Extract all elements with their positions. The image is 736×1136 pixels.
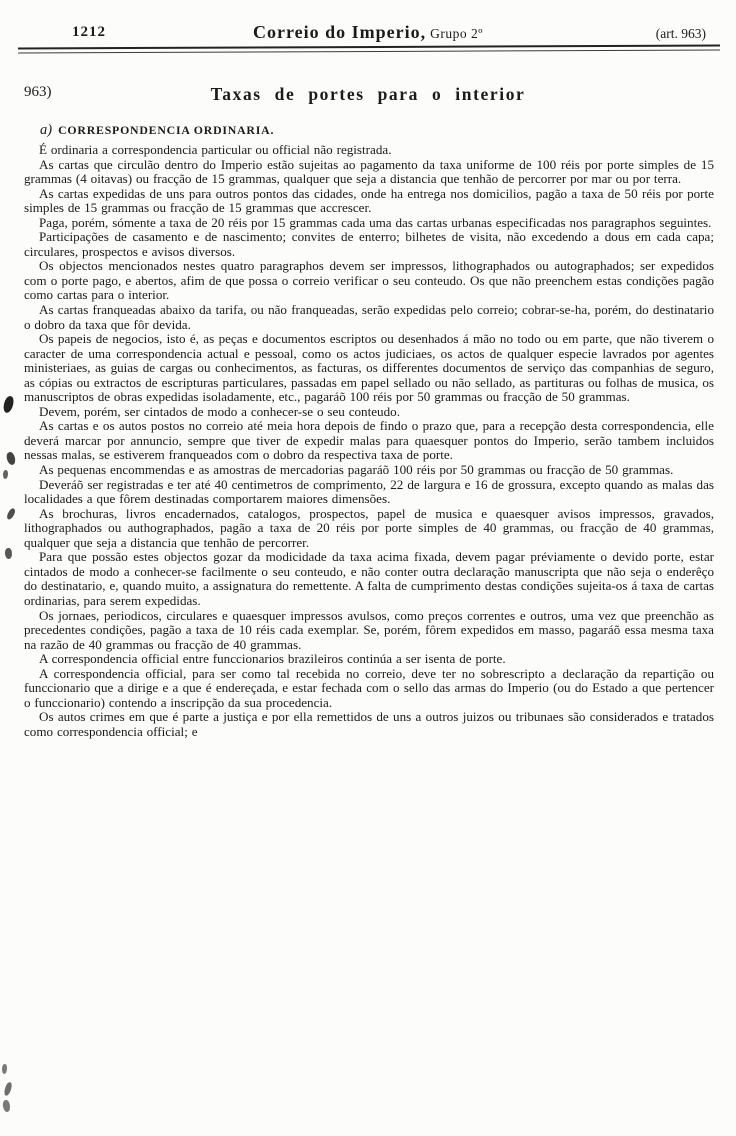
paragraph: As cartas franqueadas abaixo da tarifa, ou não franqueadas, serão expedidas pelo correio; cobrar-se-ha, porém, do destinatario o dobro da taxa que fôr devida. <box>24 302 714 332</box>
paragraph: As cartas e os autos postos no correio até meia hora depois de findo o prazo que, para a recepção desta correspondencia, elle deverá marcar por annuncio, sempre que tiver de expedir malas para quaesquer pontos do Imperio, serão tambem incluidos nessas malas, se estiverem franqueados com o dobro da respectiva taxa de porte. <box>24 418 714 463</box>
header-rule <box>18 44 720 53</box>
paragraph: A correspondencia official entre funccionarios brazileiros continúa a ser isenta de porte. <box>39 651 506 667</box>
ink-speck <box>3 470 8 479</box>
ink-speck <box>2 1099 11 1112</box>
paragraph: É ordinaria a correspondencia particular ou official não registrada. <box>39 142 392 157</box>
body-text <box>24 143 714 739</box>
running-head-title <box>0 22 736 43</box>
ink-speck <box>2 395 14 413</box>
paragraph: Para que possão estes objectos gozar da modicidade da taxa acima fixada, devem pagar préviamente o devido porte, estar cintados de modo a conhecer-se facilmente o seu conteudo, e não conter outra declaração manuscripta que não seja o enderêço do destinatario, e, quando muito, a assignatura do remettente. A falta de cumprimento destas condições sujeita-os á taxa de cartas ordinarias, para serem expedidas. <box>24 549 714 608</box>
article-reference: (art. 963) <box>655 26 706 41</box>
book-title: Correio do Imperio, <box>253 22 427 42</box>
ink-speck <box>6 507 17 520</box>
paragraph: Os papeis de negocios, isto é, as peças e documentos escriptos ou desenhados á mão no todo ou em parte, que não tiverem o caracter de uma correspondencia actual e pessoal, como os actos judiciaes, os actos de qualquer especie lavrados por agentes ministeriaes, as guias de cargas ou conhecimentos, as facturas, os differentes documentos de serviço das companhias de seguro, as cópias ou extractos de escripturas particulares, passadas em papel sellado ou não sellado, as partituras ou folhas de musica, os manuscriptos de obras expedidas isoladamente, etc., pagaráõ 100 réis por 50 grammas ou fracção de 50 grammas. <box>24 331 714 405</box>
subsection-heading <box>40 122 712 139</box>
page-number: 1212 <box>72 24 106 40</box>
paragraph: Os jornaes, periodicos, circulares e quaesquer impressos avulsos, como preços correntes e outros, uma vez que preenchão as precedentes condições, pagão a taxa de 10 réis cada exemplar. Se, porém, fôrem expedidos em masso, pagaráõ essa mesma taxa na razão de 40 grammas ou fracção de 40 grammas. <box>24 607 714 652</box>
ink-speck <box>2 1064 7 1074</box>
subsection-title: CORRESPONDENCIA ORDINARIA. <box>58 123 275 137</box>
paragraph: As pequenas encommendas e as amostras de mercadorias pagaráõ 100 réis por 50 grammas ou fracção de 50 grammas. <box>39 462 674 478</box>
paragraph: Os objectos mencionados nestes quatro paragraphos devem ser impressos, lithographados ou autographados; ser expedidos com o porte pago, e abertos, afim de que possa o correio verificar o seu conteudo. Os que não preenchem estas condições pagão como cartas para o interior. <box>24 258 714 303</box>
paragraph: Paga, porém, sómente a taxa de 20 réis por 15 grammas cada uma das cartas urbanas especificadas nos paragraphos seguintes. <box>39 214 712 230</box>
paragraph: Deveráõ ser registradas e ter até 40 centimetros de comprimento, 22 de largura e 16 de grossura, excepto quando as malas das localidades a que fôrem destinadas comportarem maiores dimensões. <box>24 476 714 507</box>
subsection-letter: a) <box>40 122 53 138</box>
paragraph: A correspondencia official, para ser como tal recebida no correio, deve ter no sobrescripto a declaração da repartição ou funccionario que a dirige e a que é endereçada, e estar fechada com o sello das armas do Imperio (ou do Estado a que pertencer o funccionario) contendo a inscripção da sua procedencia. <box>24 665 714 710</box>
section-title: Taxas de portes para o interior <box>210 84 526 104</box>
section-number: 963) <box>24 84 52 100</box>
ink-speck <box>5 451 17 466</box>
paragraph: As cartas que circulão dentro do Imperio estão sujeitas ao pagamento da taxa uniforme de 100 réis por porte simples de 15 grammas (4 oitavas) ou fracção de 15 grammas, qualquer que seja a distancia que tenhão de percorrer por mar ou por terra. <box>24 156 714 187</box>
section-heading-row <box>0 84 736 110</box>
paragraph: Os autos crimes em que é parte a justiça e por ella remettidos de uns a outros juizos ou tribunaes são considerados e tratados como correspondencia official; e <box>24 709 714 739</box>
ink-speck <box>4 548 12 560</box>
paragraph: As brochuras, livros encadernados, catalogos, prospectos, papel de musica e quaesquer avisos impressos, gravados, lithographados ou authographados, pagão a taxa de 20 réis por porte simples de 40 grammas, ou fracção de 40 grammas, qualquer que seja a distancia que tenhão de percorrer. <box>24 505 714 550</box>
paragraph: Devem, porém, ser cintados de modo a conhecer-se o seu conteudo. <box>39 403 400 419</box>
ink-speck <box>3 1081 12 1096</box>
group-label: Grupo 2º <box>430 26 483 41</box>
running-head <box>0 0 736 68</box>
paragraph: Participações de casamento e de nascimento; convites de enterro; bilhetes de visita, não excedendo a dous em cada capa; circulares, prospectos e avisos diversos. <box>24 229 714 259</box>
paragraph: As cartas expedidas de uns para outros pontos das cidades, onde ha entrega nos domicilios, pagão a taxa de 50 réis por porte simples de 15 grammas ou fracção de 15 grammas que accrescer. <box>24 185 714 216</box>
